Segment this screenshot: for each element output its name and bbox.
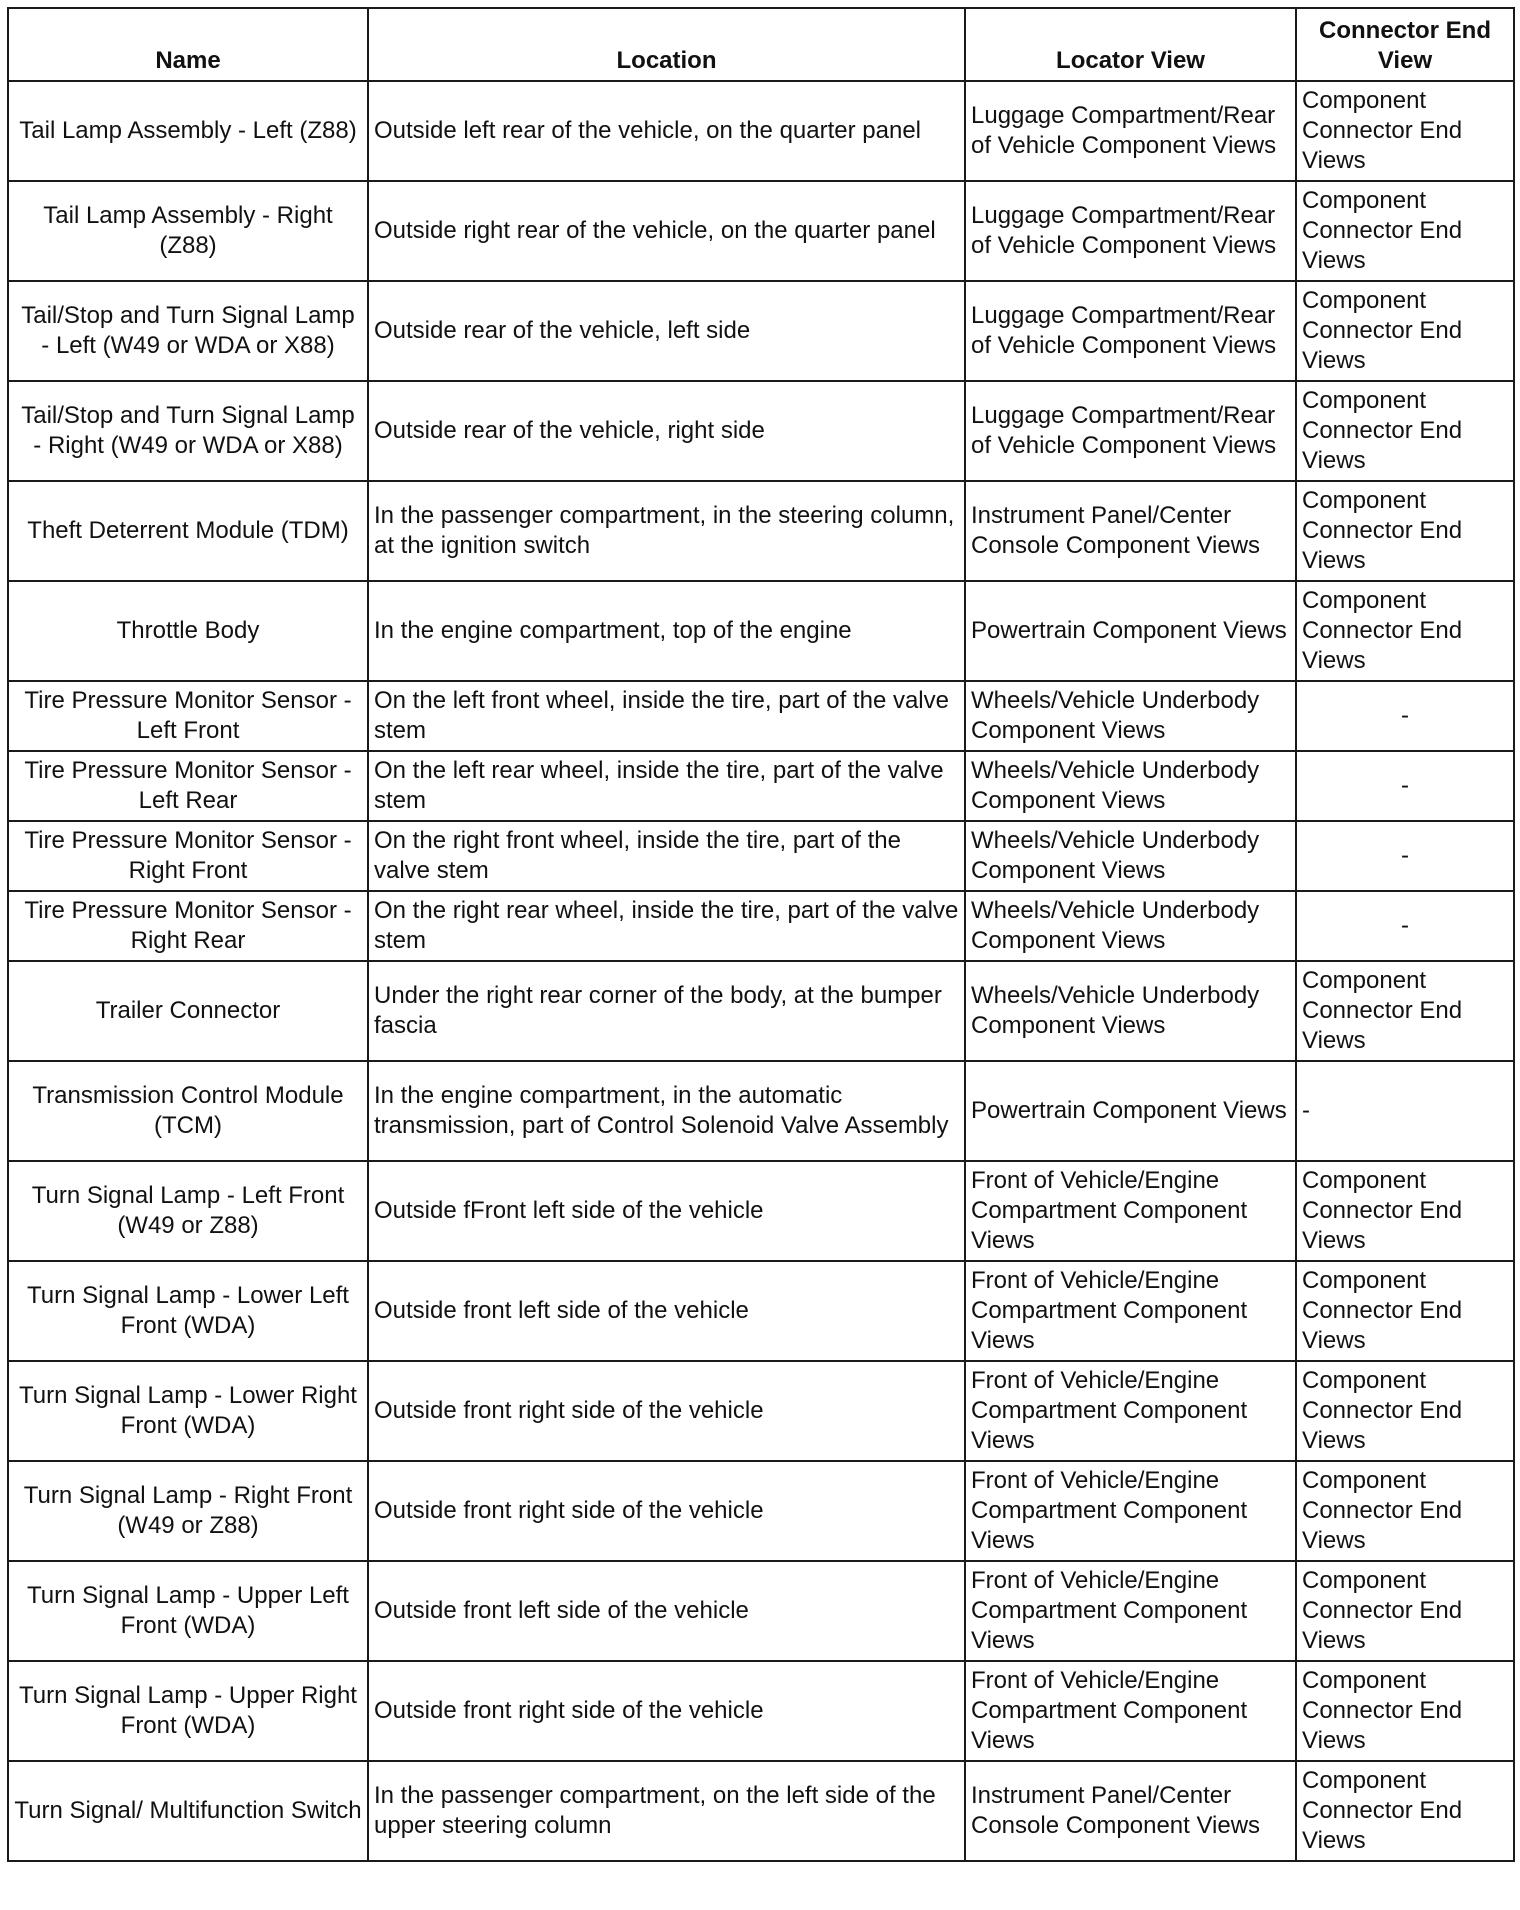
cell-locator-view: Wheels/Vehicle Underbody Component Views (965, 751, 1296, 821)
column-header-location: Location (368, 8, 965, 81)
cell-connector-end-view: - (1296, 1061, 1514, 1161)
cell-location: Under the right rear corner of the body, at the bumper fascia (368, 961, 965, 1061)
cell-connector-end-view: - (1296, 821, 1514, 891)
cell-location: On the left rear wheel, inside the tire, part of the valve stem (368, 751, 965, 821)
cell-connector-end-view: Component Connector End Views (1296, 1261, 1514, 1361)
cell-location: On the left front wheel, inside the tire, part of the valve stem (368, 681, 965, 751)
cell-name: Trailer Connector (8, 961, 368, 1061)
cell-location: In the passenger compartment, on the left side of the upper steering column (368, 1761, 965, 1861)
column-header-locator-view: Locator View (965, 8, 1296, 81)
table-row (8, 681, 1514, 751)
cell-connector-end-view: Component Connector End Views (1296, 1161, 1514, 1261)
cell-connector-end-view: Component Connector End Views (1296, 81, 1514, 181)
cell-connector-end-view: Component Connector End Views (1296, 1561, 1514, 1661)
cell-locator-view: Front of Vehicle/Engine Compartment Component Views (965, 1561, 1296, 1661)
cell-location: Outside left rear of the vehicle, on the quarter panel (368, 81, 965, 181)
cell-name: Turn Signal Lamp - Lower Left Front (WDA) (8, 1261, 368, 1361)
table-row (8, 81, 1514, 181)
column-header-name: Name (8, 8, 368, 81)
cell-connector-end-view: Component Connector End Views (1296, 1761, 1514, 1861)
cell-connector-end-view: Component Connector End Views (1296, 381, 1514, 481)
table-row (8, 581, 1514, 681)
cell-name: Transmission Control Module (TCM) (8, 1061, 368, 1161)
cell-location: Outside front right side of the vehicle (368, 1461, 965, 1561)
cell-locator-view: Wheels/Vehicle Underbody Component Views (965, 681, 1296, 751)
cell-location: Outside rear of the vehicle, left side (368, 281, 965, 381)
table-row (8, 891, 1514, 961)
cell-locator-view: Luggage Compartment/Rear of Vehicle Component Views (965, 81, 1296, 181)
table-row (8, 1661, 1514, 1761)
cell-locator-view: Front of Vehicle/Engine Compartment Component Views (965, 1261, 1296, 1361)
table-row (8, 481, 1514, 581)
cell-connector-end-view: - (1296, 681, 1514, 751)
table-row (8, 751, 1514, 821)
table-row (8, 1161, 1514, 1261)
table-row (8, 381, 1514, 481)
cell-name: Turn Signal Lamp - Lower Right Front (WDA) (8, 1361, 368, 1461)
cell-locator-view: Front of Vehicle/Engine Compartment Component Views (965, 1361, 1296, 1461)
cell-name: Tire Pressure Monitor Sensor - Right Front (8, 821, 368, 891)
table-row (8, 1261, 1514, 1361)
cell-name: Tire Pressure Monitor Sensor - Right Rear (8, 891, 368, 961)
cell-name: Tail/Stop and Turn Signal Lamp - Right (W49 or WDA or X88) (8, 381, 368, 481)
cell-locator-view: Luggage Compartment/Rear of Vehicle Component Views (965, 181, 1296, 281)
cell-locator-view: Powertrain Component Views (965, 581, 1296, 681)
cell-connector-end-view: - (1296, 891, 1514, 961)
header-row (8, 8, 1514, 81)
cell-name: Turn Signal/ Multifunction Switch (8, 1761, 368, 1861)
column-header-connector-end-view: Connector End View (1296, 8, 1514, 81)
cell-connector-end-view: Component Connector End Views (1296, 1461, 1514, 1561)
table-row (8, 1361, 1514, 1461)
cell-locator-view: Luggage Compartment/Rear of Vehicle Component Views (965, 281, 1296, 381)
cell-location: On the right front wheel, inside the tire, part of the valve stem (368, 821, 965, 891)
cell-connector-end-view: Component Connector End Views (1296, 581, 1514, 681)
cell-locator-view: Front of Vehicle/Engine Compartment Component Views (965, 1161, 1296, 1261)
cell-location: Outside right rear of the vehicle, on the quarter panel (368, 181, 965, 281)
cell-name: Tire Pressure Monitor Sensor - Left Rear (8, 751, 368, 821)
cell-location: Outside fFront left side of the vehicle (368, 1161, 965, 1261)
cell-locator-view: Front of Vehicle/Engine Compartment Component Views (965, 1461, 1296, 1561)
cell-connector-end-view: Component Connector End Views (1296, 1661, 1514, 1761)
table-row (8, 281, 1514, 381)
table-row (8, 961, 1514, 1061)
table-row (8, 821, 1514, 891)
cell-locator-view: Front of Vehicle/Engine Compartment Component Views (965, 1661, 1296, 1761)
cell-location: Outside front right side of the vehicle (368, 1361, 965, 1461)
cell-name: Throttle Body (8, 581, 368, 681)
cell-connector-end-view: - (1296, 751, 1514, 821)
cell-locator-view: Instrument Panel/Center Console Component Views (965, 1761, 1296, 1861)
cell-name: Tail/Stop and Turn Signal Lamp - Left (W49 or WDA or X88) (8, 281, 368, 381)
cell-location: In the passenger compartment, in the steering column, at the ignition switch (368, 481, 965, 581)
cell-location: On the right rear wheel, inside the tire, part of the valve stem (368, 891, 965, 961)
cell-connector-end-view: Component Connector End Views (1296, 281, 1514, 381)
cell-locator-view: Luggage Compartment/Rear of Vehicle Component Views (965, 381, 1296, 481)
cell-name: Turn Signal Lamp - Left Front (W49 or Z88) (8, 1161, 368, 1261)
cell-connector-end-view: Component Connector End Views (1296, 961, 1514, 1061)
cell-locator-view: Wheels/Vehicle Underbody Component Views (965, 961, 1296, 1061)
cell-location: In the engine compartment, in the automatic transmission, part of Control Solenoid Valve Assembly (368, 1061, 965, 1161)
table-row (8, 1561, 1514, 1661)
cell-name: Turn Signal Lamp - Upper Left Front (WDA) (8, 1561, 368, 1661)
table-row (8, 181, 1514, 281)
cell-connector-end-view: Component Connector End Views (1296, 1361, 1514, 1461)
cell-connector-end-view: Component Connector End Views (1296, 481, 1514, 581)
cell-name: Turn Signal Lamp - Upper Right Front (WDA) (8, 1661, 368, 1761)
cell-name: Turn Signal Lamp - Right Front (W49 or Z88) (8, 1461, 368, 1561)
cell-name: Tail Lamp Assembly - Left (Z88) (8, 81, 368, 181)
cell-name: Tire Pressure Monitor Sensor - Left Front (8, 681, 368, 751)
cell-location: Outside front left side of the vehicle (368, 1561, 965, 1661)
table-row (8, 1761, 1514, 1861)
cell-location: Outside rear of the vehicle, right side (368, 381, 965, 481)
cell-location: Outside front right side of the vehicle (368, 1661, 965, 1761)
cell-name: Theft Deterrent Module (TDM) (8, 481, 368, 581)
cell-locator-view: Powertrain Component Views (965, 1061, 1296, 1161)
cell-connector-end-view: Component Connector End Views (1296, 181, 1514, 281)
cell-locator-view: Instrument Panel/Center Console Component Views (965, 481, 1296, 581)
cell-location: In the engine compartment, top of the engine (368, 581, 965, 681)
table-row (8, 1061, 1514, 1161)
cell-locator-view: Wheels/Vehicle Underbody Component Views (965, 891, 1296, 961)
component-locator-table (7, 7, 1515, 1862)
cell-location: Outside front left side of the vehicle (368, 1261, 965, 1361)
cell-name: Tail Lamp Assembly - Right (Z88) (8, 181, 368, 281)
table-row (8, 1461, 1514, 1561)
component-locator-table-wrap (7, 7, 1513, 1862)
cell-locator-view: Wheels/Vehicle Underbody Component Views (965, 821, 1296, 891)
